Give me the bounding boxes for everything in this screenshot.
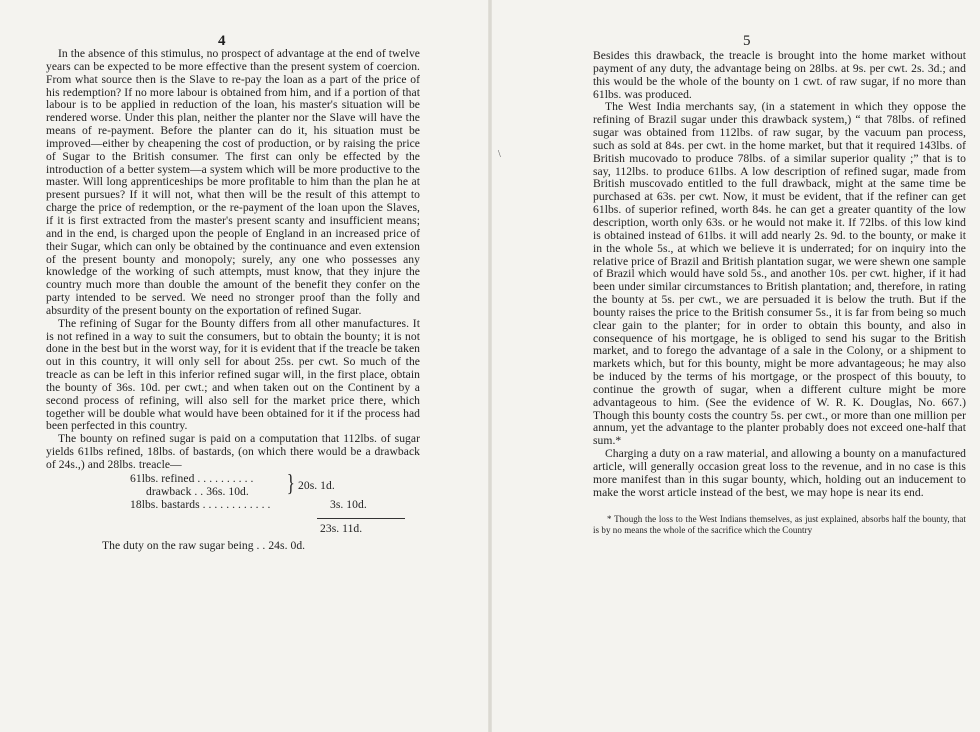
calc-sum-rule [317,518,405,519]
footnote: * Though the loss to the West Indians themselves, as just explained, absorbs half the bounty, that is by no means the whole of the sacrifice which the Country [593,513,966,535]
calc-line-refined: 61lbs. refined . . . . . . . . . . [130,471,254,485]
left-paragraph-3: The bounty on refined sugar is paid on a computation that 112lbs. of sugar yields 61lbs refined, 18lbs. of bastards, (on which there would be a drawback of 24s.,) and 28lbs. treacle— [46,432,420,471]
calc-brace-value: 20s. 1d. [298,478,335,492]
left-page-body [46,48,420,565]
calc-bastards-label: 18lbs. bastards . . . . . . . . . . . . [130,497,271,511]
right-page-body [593,50,966,536]
page-number-right: 5 [743,33,751,49]
margin-mark: \ [498,149,501,160]
left-paragraph-1: In the absence of this stimulus, no prospect of advantage at the end of twelve years can be expected to be more effective than the present system of coercion. From what source then is the Slave to re-pay the loan as a part of the price of his redemption? If no more labour is obtained from him, and if a portion of that labour is to be applied in reduction of the loan, his master's situation will be rendered worse. Under this plan, neither the planter nor the Slave will have the means of re-payment. Before the planter can do it, his situation must be improved—either by cheapening the cost of production, or by raising the price of Sugar to the British consumer. The first can only be effected by the introduction of a better system—a system which will be more productive to the master. Will long apprenticeships be more profitable to him than the plan he at present pursues? If it will not, what then will be the result of this attempt to charge the price of redemption, or the re-payment of the loan upon the Slaves, if it is first extracted from the master's present scanty and insufficient means; and in the end, is charged upon the people of England in an increased price of their Sugar, which can only be obtained by the continuance and even extension of the present bounty and monopoly; surely, any one who possesses any knowledge of the working of such attempts, must know, that they injure the country much more than double the amount of the benefit they confer on the party intended to be served. We need no stronger proof than the folly and absurdity of the present bounty on the exportation of refined Sugar. [46,47,420,317]
left-paragraph-2: The refining of Sugar for the Bounty differs from all other manufactures. It is not refined in a way to suit the consumers, but to obtain the bounty; it is not done in the best but in the worst way, for it is evident that if the treacle be taken out in this country, it will only sell for about 25s. per cwt. So much of the treacle as can be left in this inferior refined sugar will, in the first place, obtain the bounty of 36s. 10d. per cwt.; and when taken out on the Continent by a second process of refining, will also sell for the market price there, which together will be double what would have been obtained for it if the process had been perfected in this country. [46,316,420,433]
page-number-left: 4 [218,33,226,49]
calc-duty-line: The duty on the raw sugar being . . 24s. 0d. [102,538,306,552]
calc-bastards-value: 3s. 10d. [330,497,367,511]
right-paragraph-3: Charging a duty on a raw material, and allowing a bounty on a manufactured article, will generally occasion great loss to the revenue, and in no case is this more manifest than in this sugar bounty, which, holding out an inducement to make the worst article instead of the best, we may hope is near its end. [593,447,966,499]
calc-line-drawback: drawback . . 36s. 10d. [146,484,249,498]
right-paragraph-1: Besides this drawback, the treacle is brought into the home market without payment of any duty, the advantage being on 28lbs. at 9s. per cwt. 2s. 3d.; and this would be the whole of the bounty on 1 cwt. of raw sugar, if no more than 61lbs. was produced. [593,49,966,101]
brace-symbol: } [286,470,295,497]
calc-total: 23s. 11d. [320,521,363,535]
bounty-calculation [102,470,430,565]
right-paragraph-2: The West India merchants say, (in a statement in which they oppose the refining of Brazil sugar under this drawback system,) “ that 78lbs. of refined sugar was obtained from 112lbs. of raw sugar, by the vacuum pan process, such as sold at 84s. per cwt. in the home market, but that it required 143lbs. of British mucovado to produce 78lbs. of a similar superior quality ;” that is to say, 112lbs. to produce 61lbs. A low description of refined sugar, made from British muscovado entitled to the full drawback, might at the same time be purchased at 63s. per cwt. Now, it must be evident, that if the refiner can get 61lbs. of superior refined, worth 84s. he can get a greater quantity of the low description, worth only 63s. or he would not make it. If 72lbs. of this low kind is obtained instead of 61lbs. it will add nearly 2s. 9d. to the bounty, or make it in the whole 5s., at which we believe it is underrated; for on inquiry into the relative price of Brazil and British plantation sugar, we were shewn one sample of Brazil which would have sold 5s., and another 10s. per cwt. higher, if it had been under similar circumstances to British plantation; and, therefore, in rating the bounty at 5s. per cwt., we are persuaded it is below the truth. But if the bounty raises the price to the British consumer 5s., it is far from being so much clear gain to the planter; for in order to obtain this bounty, and also in consequence of his mortgage, he is obliged to send his sugar to the British market, and to forego the advantage of a sale in the Colony, or a shipment to markets which, but for this bounty, might be more advantageous; he may also be induced by the terms of his mortgage, or the prospect of this bouuty, to continue the growth of sugar, when a different culture might be more advantageous to him. (See the evidence of W. R. K. Douglas, No. 667.) Though this bounty costs the country 5s. per cwt., or more than one million per annum, yet the advantage to the planter probably does not exceed one-half that sum.* [593,100,966,448]
calc-line-bastards [130,499,430,512]
right-page [490,0,980,732]
